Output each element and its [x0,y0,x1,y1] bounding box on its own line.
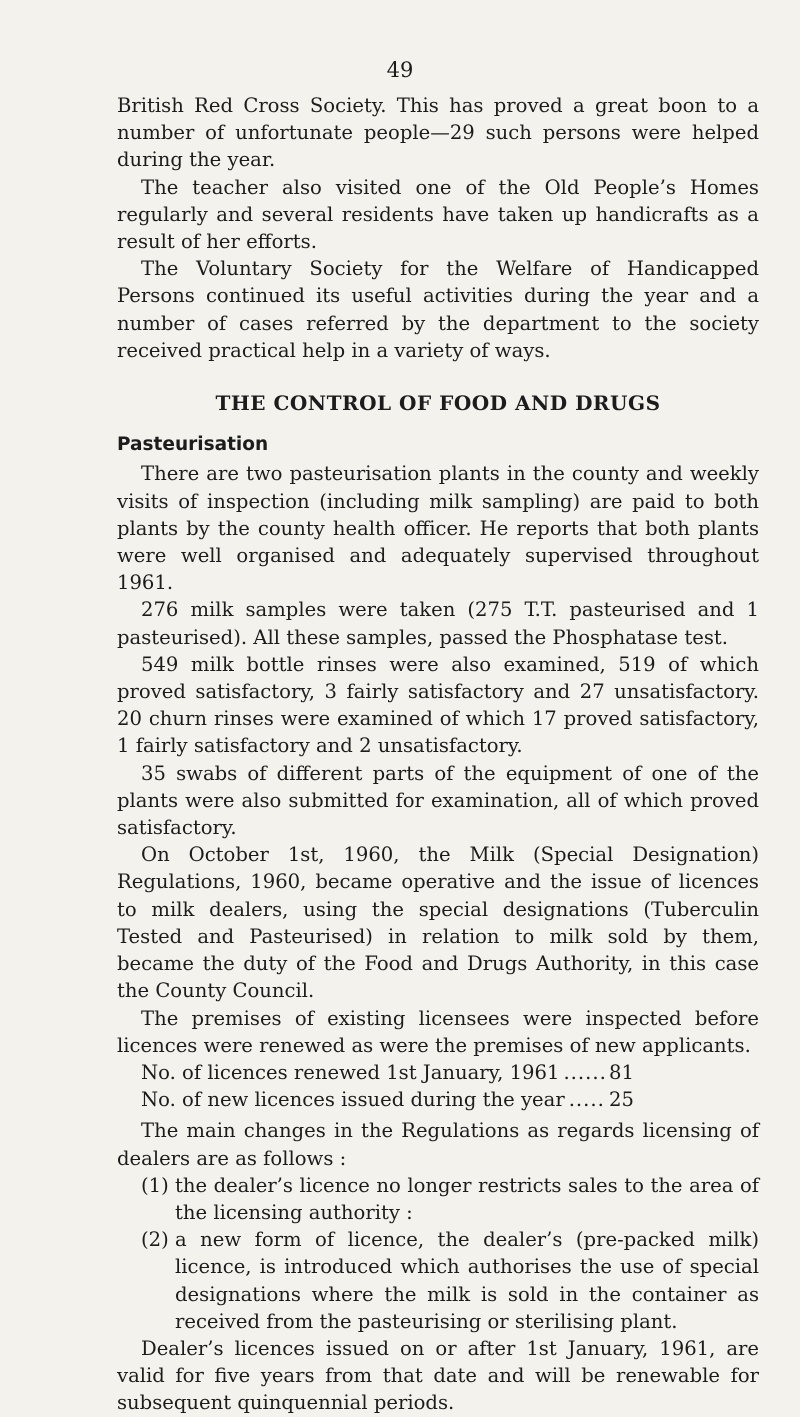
list-item [117,1172,759,1226]
paragraph-closing: Dealer’s licences issued on or after 1st January, 1961, are valid for five years from that date and will be renewable for subsequent quinquennial periods. [117,1336,759,1415]
paragraph-plants: There are two pasteurisation plants in the county and weekly visits of inspection (including milk sampling) are paid to both plants by the county health officer. He reports that both plants were well organised and adequately supervised throughout 1961. [117,462,759,595]
page-number: 49 [386,58,414,82]
list-item-number: (2) [141,1228,169,1252]
paragraph-regulations: On October 1st, 1960, the Milk (Special Designation) Regulations, 1960, became operative and the issue of licences to milk dealers, using the special designations (Tuberculin Tested and Pasteurised) in relation to milk sold by them, became the duty of the Food and Drugs Authority, in this case the County Council. [117,843,759,1003]
stat-value: 25 [609,1088,634,1112]
paragraph-bottle-rinses: 549 milk bottle rinses were also examined, 519 of which proved satisfactory, 3 fairly satisfactory and 27 unsatisfactory. 20 churn rinses were examined of which 17 proved satisfactory, 1 fairly satisfactory and 2 unsatisfactory. [117,652,759,758]
stat-label: No. of new licences issued during the year [141,1088,565,1112]
page-content [117,92,759,1417]
paragraph-old-peoples-homes: The teacher also visited one of the Old People’s Homes regularly and several residents have taken up handicrafts as a result of her efforts. [117,175,759,254]
leader-dots [569,1086,605,1113]
stat-value: 81 [609,1060,634,1084]
paragraph-milk-samples: 276 milk samples were taken (275 T.T. pasteurised and 1 pasteurised). All these samples, passed the Phosphatase test. [117,598,759,649]
list-item-number: (1) [141,1173,169,1197]
leader-dots [563,1059,605,1086]
stat-row-new [117,1086,759,1113]
list-item-text: the dealer’s licence no longer restricts sales to the area of the licensing authority : [175,1173,759,1224]
paragraph-red-cross: British Red Cross Society. This has proved a great boon to a number of unfortunate people—29 such persons were helped during the year. [117,94,759,172]
stat-label: No. of licences renewed 1st January, 1961 [141,1060,560,1084]
list-item [117,1226,759,1335]
stat-row-renewed [117,1059,759,1086]
paragraph-premises: The premises of existing licensees were inspected before licences were renewed as were the premises of new applicants. [117,1006,759,1057]
list-item-text: a new form of licence, the dealer’s (pre-packed milk) licence, is introduced which authorises the use of special designations where the milk is sold in the container as received from the pasteurising or sterilising plant. [175,1228,759,1333]
paragraph-changes-intro: The main changes in the Regulations as regards licensing of dealers are as follows : [117,1119,759,1170]
subheading-pasteurisation: Pasteurisation [117,434,269,456]
section-heading: THE CONTROL OF FOOD AND DRUGS [215,391,661,416]
paragraph-voluntary-society: The Voluntary Society for the Welfare of Handicapped Persons continued its useful activities during the year and a number of cases referred by the department to the society received practical help in a variety of ways. [117,257,759,362]
paragraph-swabs: 35 swabs of different parts of the equipment of one of the plants were also submitted for examination, all of which proved satisfactory. [117,761,759,840]
